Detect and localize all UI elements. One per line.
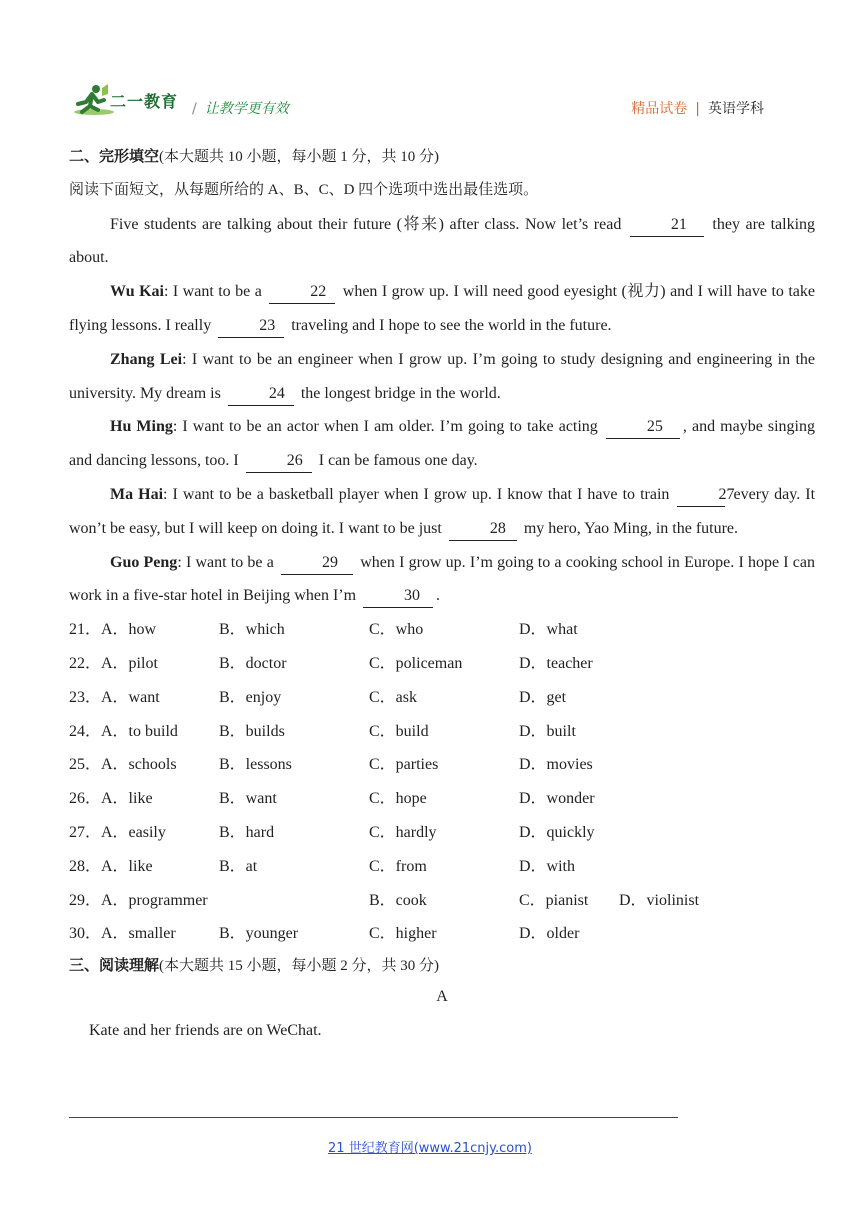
- option-c: C．from: [369, 857, 427, 875]
- speaker-wu-kai: Wu Kai: [110, 283, 164, 301]
- passage-paragraph-5: [69, 478, 815, 546]
- p3-text-b: the longest bridge in the world.: [300, 384, 501, 402]
- question-number: 27．: [69, 823, 102, 841]
- document-body: [69, 140, 815, 1048]
- option-b: B．hard: [219, 823, 275, 841]
- question-26: [69, 782, 815, 816]
- option-c: C．hope: [369, 790, 427, 808]
- question-number: 29．: [69, 891, 102, 909]
- footer-divider: [69, 1117, 678, 1118]
- question-24: [69, 715, 815, 749]
- option-a: A．easily: [101, 823, 166, 841]
- question-number: 23．: [69, 688, 102, 706]
- option-a: A．schools: [101, 756, 177, 774]
- speaker-hu-ming: Hu Ming: [110, 418, 173, 436]
- blank-28: 28: [449, 518, 517, 541]
- p2-text-b: when I grow up. I will need good eyesight (视力) and I will have to take flying lessons. I really: [69, 283, 816, 334]
- exam-badge: 精品试卷: [631, 101, 688, 117]
- option-b: B．younger: [219, 925, 299, 943]
- p4-text-c: I can be famous one day.: [318, 452, 478, 470]
- p1-text-a: Five students are talking about their future (将来) after class. Now let’s read: [110, 215, 622, 233]
- question-28: [69, 850, 815, 884]
- option-b: B．cook: [369, 891, 427, 909]
- question-21: [69, 613, 815, 647]
- blank-21: 21: [630, 214, 704, 237]
- option-c: C．who: [369, 621, 424, 639]
- blank-24: 24: [228, 383, 294, 406]
- p4-text-b: , and maybe singing and dancing lessons, too. I: [69, 418, 815, 470]
- question-list: [69, 613, 815, 951]
- reading-intro: Kate and her friends are on WeChat.: [89, 1021, 322, 1039]
- slogan: [192, 98, 289, 118]
- section2-note: (本大题共 10 小题，每小题 1 分，共 10 分): [159, 149, 440, 165]
- question-29: [69, 884, 815, 918]
- option-d: D．with: [519, 857, 576, 875]
- footer-link[interactable]: 21 世纪教育网(www.21cnjy.com): [328, 1141, 532, 1156]
- p6-text-a: : I want to be a: [177, 553, 274, 571]
- option-b: B．enjoy: [219, 688, 282, 706]
- section3-title: 三、阅读理解: [69, 956, 160, 975]
- p5-text-a: : I want to be a basketball player when I grow up. I know that I have to train: [163, 485, 670, 503]
- option-b: B．want: [219, 790, 277, 808]
- option-a: A．programmer: [101, 891, 208, 909]
- option-d: D．what: [519, 621, 578, 639]
- option-c: C．hardly: [369, 823, 437, 841]
- slogan-separator: /: [192, 101, 197, 117]
- section2-title: 二、完形填空: [69, 147, 160, 165]
- option-d: D．violinist: [619, 891, 700, 909]
- question-23: [69, 681, 815, 715]
- option-a: A．how: [101, 621, 157, 639]
- blank-25: 25: [606, 416, 680, 439]
- passage-paragraph-3: [69, 343, 815, 411]
- p3-text-a: : I want to be an engineer when I grow up. I’m going to study designing and engineering in the university. My dream is: [69, 350, 816, 402]
- option-a: A．pilot: [101, 654, 158, 672]
- option-d: D．built: [519, 722, 576, 740]
- speaker-guo-peng: Guo Peng: [110, 553, 178, 571]
- passage-paragraph-4: [69, 410, 815, 478]
- option-b: B．lessons: [219, 756, 292, 774]
- section3-note: (本大题共 15 小题，每小题 2 分，共 30 分): [159, 958, 440, 975]
- question-number: 25．: [69, 756, 102, 774]
- speaker-zhang-lei: Zhang Lei: [110, 350, 183, 368]
- question-27: [69, 816, 815, 850]
- page-header: [72, 82, 772, 122]
- p2-text-a: : I want to be a: [163, 283, 262, 301]
- subject-label: 英语学科: [708, 101, 764, 117]
- logo-text: 二一教育: [110, 92, 179, 111]
- question-22: [69, 647, 815, 681]
- section3-heading: [69, 951, 815, 980]
- option-a: A．want: [101, 688, 160, 706]
- option-d: D．get: [519, 688, 567, 706]
- passage-paragraph-2: [69, 275, 815, 343]
- question-number: 22．: [69, 654, 102, 672]
- p5-text-c: my hero, Yao Ming, in the future.: [523, 519, 739, 537]
- p2-text-c: traveling and I hope to see the world in the future.: [291, 316, 612, 334]
- blank-29: 29: [281, 552, 353, 575]
- option-b: B．at: [219, 857, 258, 875]
- option-d: D．older: [519, 925, 580, 943]
- p6-text-c: .: [436, 587, 441, 605]
- option-a: A．like: [101, 857, 153, 875]
- option-d: D．teacher: [519, 654, 593, 672]
- p6-text-b: when I grow up. I’m going to a cooking school in Europe. I hope I can work in a five-star hotel in Beijing when I’m: [69, 553, 816, 605]
- question-number: 28．: [69, 857, 102, 875]
- speaker-ma-hai: Ma Hai: [110, 485, 164, 503]
- option-c: C．build: [369, 722, 429, 740]
- question-number: 26．: [69, 790, 102, 808]
- option-c: C．pianist: [519, 891, 589, 909]
- option-d: D．movies: [519, 756, 593, 774]
- question-25: [69, 748, 815, 782]
- blank-27: 27: [677, 484, 725, 507]
- header-separator: |: [695, 101, 700, 117]
- p4-text-a: : I want to be an actor when I am older. I’m going to take acting: [172, 418, 598, 436]
- blank-22: 22: [269, 281, 335, 304]
- question-number: 30．: [69, 925, 102, 943]
- header-right: [631, 98, 764, 118]
- option-d: D．quickly: [519, 823, 595, 841]
- blank-23: 23: [218, 315, 284, 338]
- option-a: A．smaller: [101, 925, 176, 943]
- blank-30: 30: [363, 585, 433, 608]
- section2-heading: [69, 140, 815, 174]
- option-a: A．like: [101, 790, 153, 808]
- passage-paragraph-6: [69, 546, 815, 614]
- option-b: B．doctor: [219, 654, 287, 672]
- p5-text-b: every day. It won’t be easy, but I will keep on doing it. I want to be just: [69, 485, 816, 537]
- logo: [72, 82, 184, 118]
- option-b: B．builds: [219, 722, 285, 740]
- question-30: [69, 917, 815, 951]
- option-c: C．higher: [369, 925, 437, 943]
- blank-26: 26: [246, 450, 312, 473]
- passage-paragraph-1: [69, 208, 815, 276]
- reading-part-label: A: [436, 988, 448, 1006]
- slogan-text: 让教学更有效: [204, 101, 289, 117]
- option-b: B．which: [219, 621, 285, 639]
- section2-instruction: 阅读下面短文，从每题所给的 A、B、C、D 四个选项中选出最佳选项。: [69, 181, 539, 198]
- option-d: D．wonder: [519, 790, 595, 808]
- question-number: 21．: [69, 621, 102, 639]
- option-c: C．parties: [369, 756, 439, 774]
- option-a: A．to build: [101, 722, 178, 740]
- p1-text-b: they are talking about.: [69, 215, 816, 267]
- option-c: C．ask: [369, 688, 418, 706]
- option-c: C．policeman: [369, 654, 463, 672]
- question-number: 24．: [69, 722, 102, 740]
